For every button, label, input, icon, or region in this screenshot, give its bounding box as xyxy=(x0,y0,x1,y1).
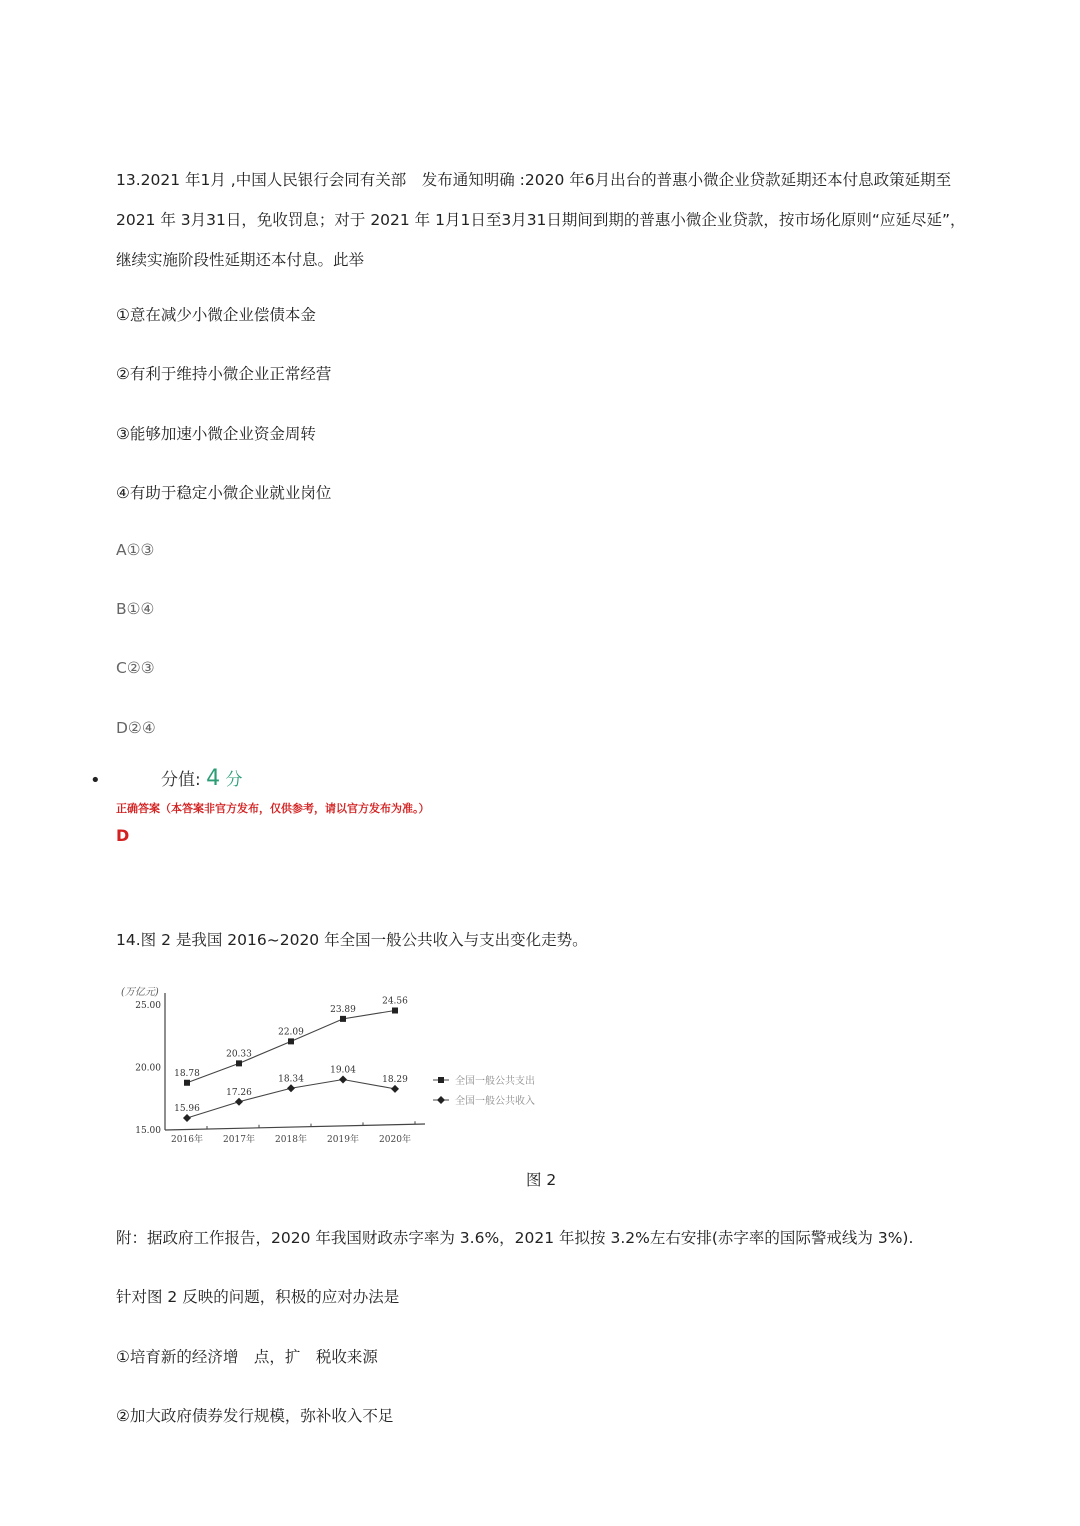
x-axis xyxy=(165,1124,425,1130)
x-tick-label: 2018年 xyxy=(275,1135,307,1145)
data-point xyxy=(184,1080,190,1086)
q13-item-3: ③能够加速小微企业资金周转 xyxy=(116,425,316,443)
q13-option-d: D②④ xyxy=(116,719,156,737)
q14-item-1: ①培育新的经济增 点，扩 税收来源 xyxy=(116,1348,378,1366)
legend-marker xyxy=(438,1077,444,1083)
q13-option-a: A①③ xyxy=(116,541,155,559)
data-label: 18.34 xyxy=(278,1074,304,1085)
series-line-0 xyxy=(187,1011,395,1083)
answer-note: 正确答案（本答案非官方发布，仅供参考，请以官方发布为准。） xyxy=(116,802,430,815)
data-label: 17.26 xyxy=(226,1087,252,1098)
y-tick-label: 25.00 xyxy=(135,1001,161,1011)
data-label: 23.89 xyxy=(330,1004,356,1015)
score-unit: 分 xyxy=(220,770,243,790)
data-point xyxy=(288,1038,294,1044)
legend-marker xyxy=(437,1096,445,1104)
answer-value: D xyxy=(116,826,130,845)
data-point xyxy=(287,1084,295,1092)
data-label: 22.09 xyxy=(278,1027,304,1038)
q13-item-2: ②有利于维持小微企业正常经营 xyxy=(116,365,332,383)
q13-option-c: C②③ xyxy=(116,659,155,677)
data-label: 20.33 xyxy=(226,1049,252,1060)
x-tick-label: 2017年 xyxy=(223,1135,255,1145)
q14-note: 附：据政府工作报告，2020 年我国财政赤字率为 3.6%，2021 年拟按 3.2%左右安排(赤字率的国际警戒线为 3%). xyxy=(116,1229,914,1247)
y-tick-label: 20.00 xyxy=(135,1063,161,1074)
data-label: 24.56 xyxy=(382,996,408,1007)
q14-question: 针对图 2 反映的问题，积极的应对办法是 xyxy=(116,1288,400,1306)
x-tick-label: 2019年 xyxy=(327,1135,359,1145)
fiscal-chart xyxy=(115,975,575,1150)
score-line xyxy=(161,765,243,791)
y-axis-label: (万亿元) xyxy=(121,987,159,998)
data-point xyxy=(235,1098,243,1106)
data-point xyxy=(183,1114,191,1122)
q13-item-4: ④有助于稳定小微企业就业岗位 xyxy=(116,484,332,502)
figure-caption: 图 2 xyxy=(526,1171,557,1189)
legend-label: 全国一般公共收入 xyxy=(455,1096,535,1107)
data-point xyxy=(391,1085,399,1093)
data-label: 19.04 xyxy=(330,1065,356,1076)
data-point xyxy=(339,1076,347,1084)
data-label: 15.96 xyxy=(174,1104,200,1114)
x-tick-label: 2020年 xyxy=(379,1135,411,1145)
question-14-stem: 14.图 2 是我国 2016~2020 年全国一般公共收入与支出变化走势。 xyxy=(116,931,588,949)
question-13-stem: 13.2021 年1月 ,中国人民银行会同有关部 发布通知明确 :2020 年6月出台的普惠小微企业贷款延期还本付息政策延期至2021 年 3月31日，免收罚息；对于 2021 年 1月1日至3月31日期间到期的普惠小微企业贷款，按市场化原则“应延尽延”，继续实施阶段性延期还本付息。此举 xyxy=(116,171,966,269)
score-label: 分值: xyxy=(161,770,207,790)
y-tick-label: 15.00 xyxy=(135,1126,161,1136)
data-label: 18.29 xyxy=(382,1074,408,1085)
q13-option-b: B①④ xyxy=(116,600,155,618)
x-tick-label: 2016年 xyxy=(171,1135,203,1145)
q13-item-1: ①意在减少小微企业偿债本金 xyxy=(116,306,316,324)
data-label: 18.78 xyxy=(174,1068,200,1079)
score-value: 4 xyxy=(206,766,221,791)
data-point xyxy=(236,1060,242,1066)
bullet-icon: • xyxy=(90,770,101,791)
data-point xyxy=(340,1016,346,1022)
q14-item-2: ②加大政府债券发行规模，弥补收入不足 xyxy=(116,1407,394,1425)
legend-label: 全国一般公共支出 xyxy=(455,1076,535,1087)
data-point xyxy=(392,1008,398,1014)
